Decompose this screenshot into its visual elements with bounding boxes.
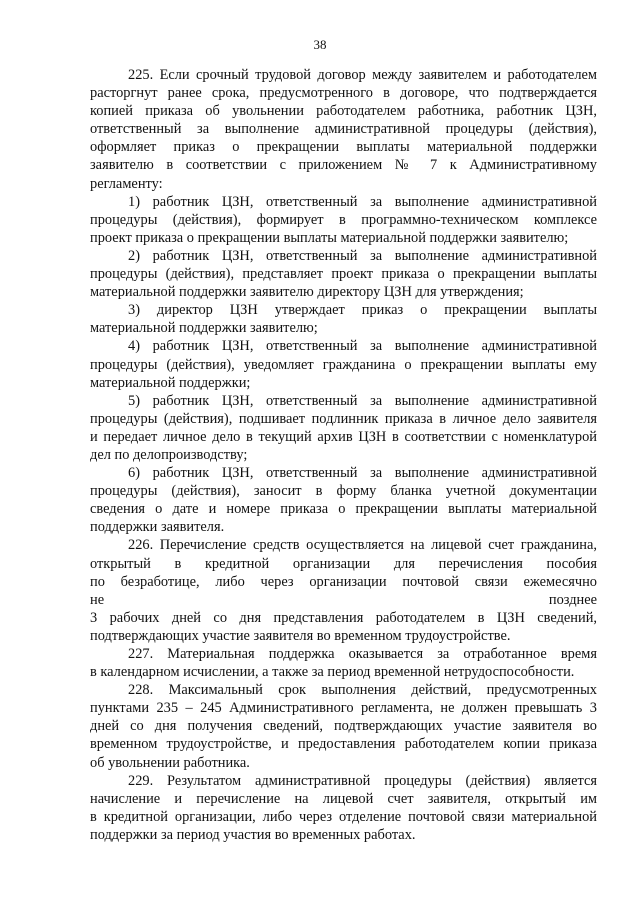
text-line: заявителю в соответствии с приложением № 7 к Административному — [90, 157, 597, 174]
text-line: процедуры (действия), формирует в программно-техническом комплексе — [90, 211, 597, 228]
text-line: поддержки за период участия во временных работах. — [90, 826, 416, 843]
text-line: 228. Максимальный срок выполнения действий, предусмотренных — [128, 682, 597, 699]
text-line: материальной поддержки заявителю директору ЦЗН для утверждения; — [90, 284, 524, 301]
paragraph-229 — [90, 772, 597, 844]
text-line: 3 рабочих дней со дня представления работодателем в ЦЗН сведений, — [90, 609, 597, 626]
text-line: по безработице, либо через организации почтовой связи ежемесячно — [90, 573, 597, 590]
paragraph-228 — [90, 681, 597, 771]
text-line: процедуры (действия), подшивает подлинник приказа в личное дело заявителя — [90, 410, 597, 427]
text-line: поддержки заявителя. — [90, 519, 225, 536]
text-line: дней со дня получения сведений, подтверждающих участие заявителя во — [90, 718, 597, 735]
text-line: 229. Результатом административной процедуры (действия) является — [128, 772, 597, 789]
text-line: 225. Если срочный трудовой договор между заявителем и работодателем — [128, 67, 597, 83]
paragraph-225-item-1 — [90, 193, 597, 247]
text-line: процедуры (действия), уведомляет гражданина о прекращении выплаты ему — [90, 356, 597, 373]
text-line: 2) работник ЦЗН, ответственный за выполнение административной — [128, 247, 597, 264]
text-line: материальной поддержки заявителю; — [90, 320, 318, 337]
paragraph-225-item-5 — [90, 392, 597, 464]
text-line: временном трудоустройстве, и предоставления работодателем копии приказа — [90, 736, 597, 753]
text-line: копией приказа об увольнении работодателем работника, работник ЦЗН, — [90, 103, 597, 120]
text-line: оформляет приказ о прекращении выплаты материальной поддержки — [90, 139, 597, 156]
line-right-word: позднее — [548, 591, 597, 608]
text-line: дел по делопроизводству; — [90, 446, 248, 463]
text-line: подтверждающих участие заявителя во временном трудоустройстве. — [90, 627, 511, 644]
text-line: 5) работник ЦЗН, ответственный за выполнение административной — [128, 392, 597, 409]
text-line: расторгнут ранее срока, предусмотренного в договоре, что подтверждается — [90, 85, 597, 102]
paragraph-225-item-3 — [90, 301, 597, 337]
text-line: об увольнении работника. — [90, 754, 250, 771]
text-line: начисление и перечисление на лицевой счет заявителя, открытый им — [90, 790, 597, 807]
paragraph-225-item-4 — [90, 337, 597, 391]
text-line: пунктами 235 – 245 Административного регламента, не должен превышать 3 — [90, 700, 597, 717]
text-line: в кредитной организации, либо через отделение почтовой связи материальной — [90, 808, 597, 825]
page-number: 38 — [313, 37, 327, 52]
text-line: сведения о дате и номере приказа о прекращении выплаты материальной — [90, 501, 597, 518]
text-line: 4) работник ЦЗН, ответственный за выполнение административной — [128, 338, 597, 355]
text-line: в календарном исчислении, а также за период временной нетрудоспособности. — [90, 664, 575, 681]
text-line: ответственный за выполнение административной процедуры (действия), — [90, 121, 597, 138]
text-line: регламенту: — [90, 175, 163, 192]
paragraph-225-item-6 — [90, 464, 597, 536]
document-body — [90, 66, 597, 844]
text-line: 6) работник ЦЗН, ответственный за выполнение административной — [128, 465, 597, 482]
text-line — [90, 591, 597, 609]
text-line: процедуры (действия), представляет проект приказа о прекращении выплаты — [90, 266, 597, 283]
text-line: 3) директор ЦЗН утверждает приказ о прекращении выплаты — [128, 302, 597, 319]
text-line: процедуры (действия), заносит в форму бланка учетной документации — [90, 483, 597, 500]
text-line: открытый в кредитной организации для перечисления пособия — [90, 555, 597, 572]
paragraph-225 — [90, 66, 597, 193]
paragraph-226 — [90, 536, 597, 645]
text-line: 226. Перечисление средств осуществляется на лицевой счет гражданина, — [128, 537, 597, 554]
text-line: 227. Материальная поддержка оказывается за отработанное время — [128, 646, 597, 662]
paragraph-227 — [90, 645, 597, 681]
text-line: и передает личное дело в текущий архив ЦЗН в соответствии с номенклатурой — [90, 428, 597, 445]
text-line: материальной поддержки; — [90, 374, 251, 391]
text-line: 1) работник ЦЗН, ответственный за выполнение административной — [128, 193, 597, 210]
text-line: проект приказа о прекращении выплаты материальной поддержки заявителю; — [90, 229, 569, 246]
paragraph-225-item-2 — [90, 247, 597, 301]
line-left-word: не — [90, 591, 105, 608]
